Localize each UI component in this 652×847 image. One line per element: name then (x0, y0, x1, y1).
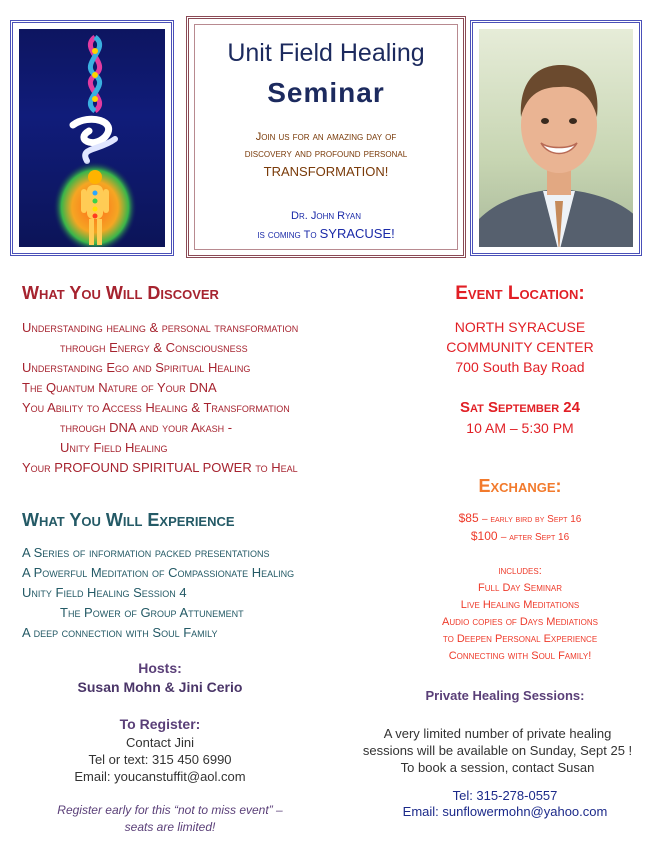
includes-list (405, 580, 635, 665)
price-early-bird (405, 510, 635, 528)
chakra-figure-illustration (19, 29, 165, 247)
private-sessions-info (345, 725, 650, 776)
speaker-portrait-illustration (479, 29, 633, 247)
private-phone[interactable]: Tel: 315-278-0557 (452, 788, 558, 803)
exchange-includes (405, 563, 635, 665)
price-regular (405, 528, 635, 546)
location-line3: 700 South Bay Road (455, 359, 585, 375)
register-contact-name: Contact Jini (126, 735, 194, 750)
spiritual-dna-image (19, 29, 165, 247)
hosts-heading: Hosts: (138, 660, 182, 676)
includes-item: Live Healing Meditations (460, 599, 580, 611)
seminar-title-box (186, 16, 466, 258)
event-date-time (410, 398, 630, 438)
price-early-amount: $85 (458, 511, 479, 525)
register-contact (30, 734, 290, 785)
speaker-announcement (195, 207, 457, 244)
discover-item: through DNA and your Akash - (60, 420, 233, 435)
discover-item: The Quantum Nature of Your DNA (22, 380, 217, 395)
seminar-title-line2: Seminar (267, 77, 385, 108)
experience-item: A Series of information packed presentations (22, 545, 270, 560)
register-heading: To Register: (119, 716, 201, 732)
discover-item: You Ability to Access Healing & Transformation (22, 400, 290, 415)
private-sessions-heading: Private Healing Sessions: (425, 688, 585, 703)
coming-to-text: is coming To (257, 229, 317, 241)
register-note (20, 802, 320, 836)
event-time: 10 AM – 5:30 PM (466, 420, 574, 436)
event-location-heading: Event Location: (455, 283, 585, 304)
includes-item: Full Day Seminar (478, 582, 562, 594)
experience-heading: What You Will Experience (22, 510, 235, 530)
register-note-line1: Register early for this “not to miss event” – (57, 803, 283, 817)
discover-item: Unity Field Healing (60, 440, 168, 455)
price-early-note: – early bird by Sept 16 (482, 514, 582, 525)
experience-item: The Power of Group Attunement (60, 605, 244, 620)
city-name: SYRACUSE! (319, 226, 395, 241)
private-contact (370, 788, 640, 820)
price-regular-amount: $100 (470, 529, 498, 543)
experience-list (22, 543, 294, 643)
location-line2: COMMUNITY CENTER (446, 339, 594, 355)
tagline-line3: TRANSFORMATION! (263, 164, 389, 179)
register-note-line2: seats are limited! (124, 820, 216, 834)
speaker-photo (479, 29, 633, 247)
speaker-photo-frame (470, 20, 642, 256)
tagline-line1: Join us for an amazing day of (255, 131, 397, 143)
private-line1: A very limited number of private healing (383, 726, 612, 741)
discover-item: through Energy & Consciousness (60, 340, 248, 355)
experience-item: Unity Field Healing Session 4 (22, 585, 187, 600)
exchange-prices (405, 510, 635, 546)
price-regular-note: – after Sept 16 (500, 532, 570, 543)
seminar-title-inner (194, 24, 458, 250)
exchange-heading: Exchange: (478, 476, 562, 496)
discover-item: Understanding Ego and Spiritual Healing (22, 360, 251, 375)
includes-item: Audio copies of Days Mediations (442, 616, 598, 628)
location-line1: NORTH SYRACUSE (454, 319, 586, 335)
register-phone[interactable]: Tel or text: 315 450 6990 (88, 752, 232, 767)
spiritual-dna-image-frame (10, 20, 174, 256)
includes-item: Connecting with Soul Family! (448, 650, 592, 662)
seminar-tagline (215, 129, 437, 180)
speaker-coming-line (195, 225, 457, 244)
hosts-names: Susan Mohn & Jini Cerio (77, 679, 243, 695)
private-line3: To book a session, contact Susan (400, 760, 595, 775)
seminar-title-line1: Unit Field Healing (227, 39, 425, 67)
speaker-name: Dr. John Ryan (291, 210, 361, 222)
discover-list (22, 318, 298, 478)
discover-item: Understanding healing & personal transformation (22, 320, 299, 335)
discover-item: Your PROFOUND SPIRITUAL POWER to Heal (22, 460, 298, 475)
experience-item: A Powerful Meditation of Compassionate Healing (22, 565, 295, 580)
discover-heading: What You Will Discover (22, 283, 219, 303)
includes-label: includes: (498, 565, 542, 577)
private-line2: sessions will be available on Sunday, Sept 25 ! (362, 743, 633, 758)
experience-item: A deep connection with Soul Family (22, 625, 218, 640)
register-email[interactable]: Email: youcanstuffit@aol.com (74, 769, 246, 784)
event-date: Sat September 24 (460, 399, 580, 416)
private-email[interactable]: Email: sunflowermohn@yahoo.com (402, 804, 608, 819)
includes-item: to Deepen Personal Experience (442, 633, 598, 645)
event-location-address (410, 317, 630, 377)
tagline-line2: discovery and profound personal (244, 148, 408, 160)
